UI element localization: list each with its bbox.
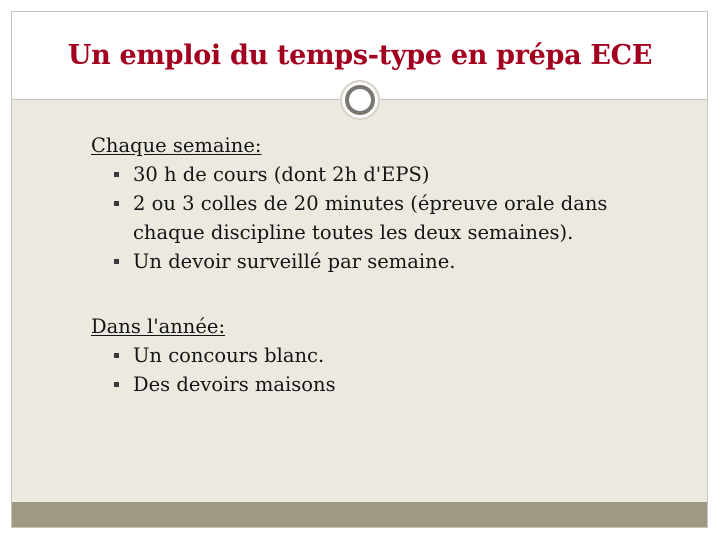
list-item <box>91 247 653 276</box>
slide-body <box>91 131 653 399</box>
list-item <box>91 370 653 399</box>
square-bullet-icon <box>114 201 119 206</box>
square-bullet-icon <box>114 353 119 358</box>
list-item-text: 30 h de cours (dont 2h d'EPS) <box>133 163 430 186</box>
section-spacer <box>91 276 653 312</box>
section-heading: Chaque semaine: <box>91 134 262 157</box>
bullet-list <box>91 160 653 276</box>
square-bullet-icon <box>114 382 119 387</box>
square-bullet-icon <box>114 172 119 177</box>
square-bullet-icon <box>114 259 119 264</box>
section-yearly <box>91 312 653 399</box>
section-weekly <box>91 131 653 276</box>
list-item-text: Un concours blanc. <box>133 344 325 367</box>
list-item-text: Un devoir surveillé par semaine. <box>133 250 456 273</box>
divider-line-left <box>12 99 342 100</box>
footer-bar <box>12 502 707 527</box>
list-item-text: 2 ou 3 colles de 20 minutes (épreuve orale dans chaque discipline toutes les deux semaines). <box>133 192 608 244</box>
slide-title: Un emploi du temps-type en prépa ECE <box>67 40 653 71</box>
list-item <box>91 160 653 189</box>
circle-ornament-icon <box>340 80 380 120</box>
list-item <box>91 189 653 247</box>
section-heading: Dans l'année: <box>91 315 226 338</box>
list-item-text: Des devoirs maisons <box>133 373 336 396</box>
divider-line-right <box>380 99 707 100</box>
bullet-list <box>91 341 653 399</box>
list-item <box>91 341 653 370</box>
